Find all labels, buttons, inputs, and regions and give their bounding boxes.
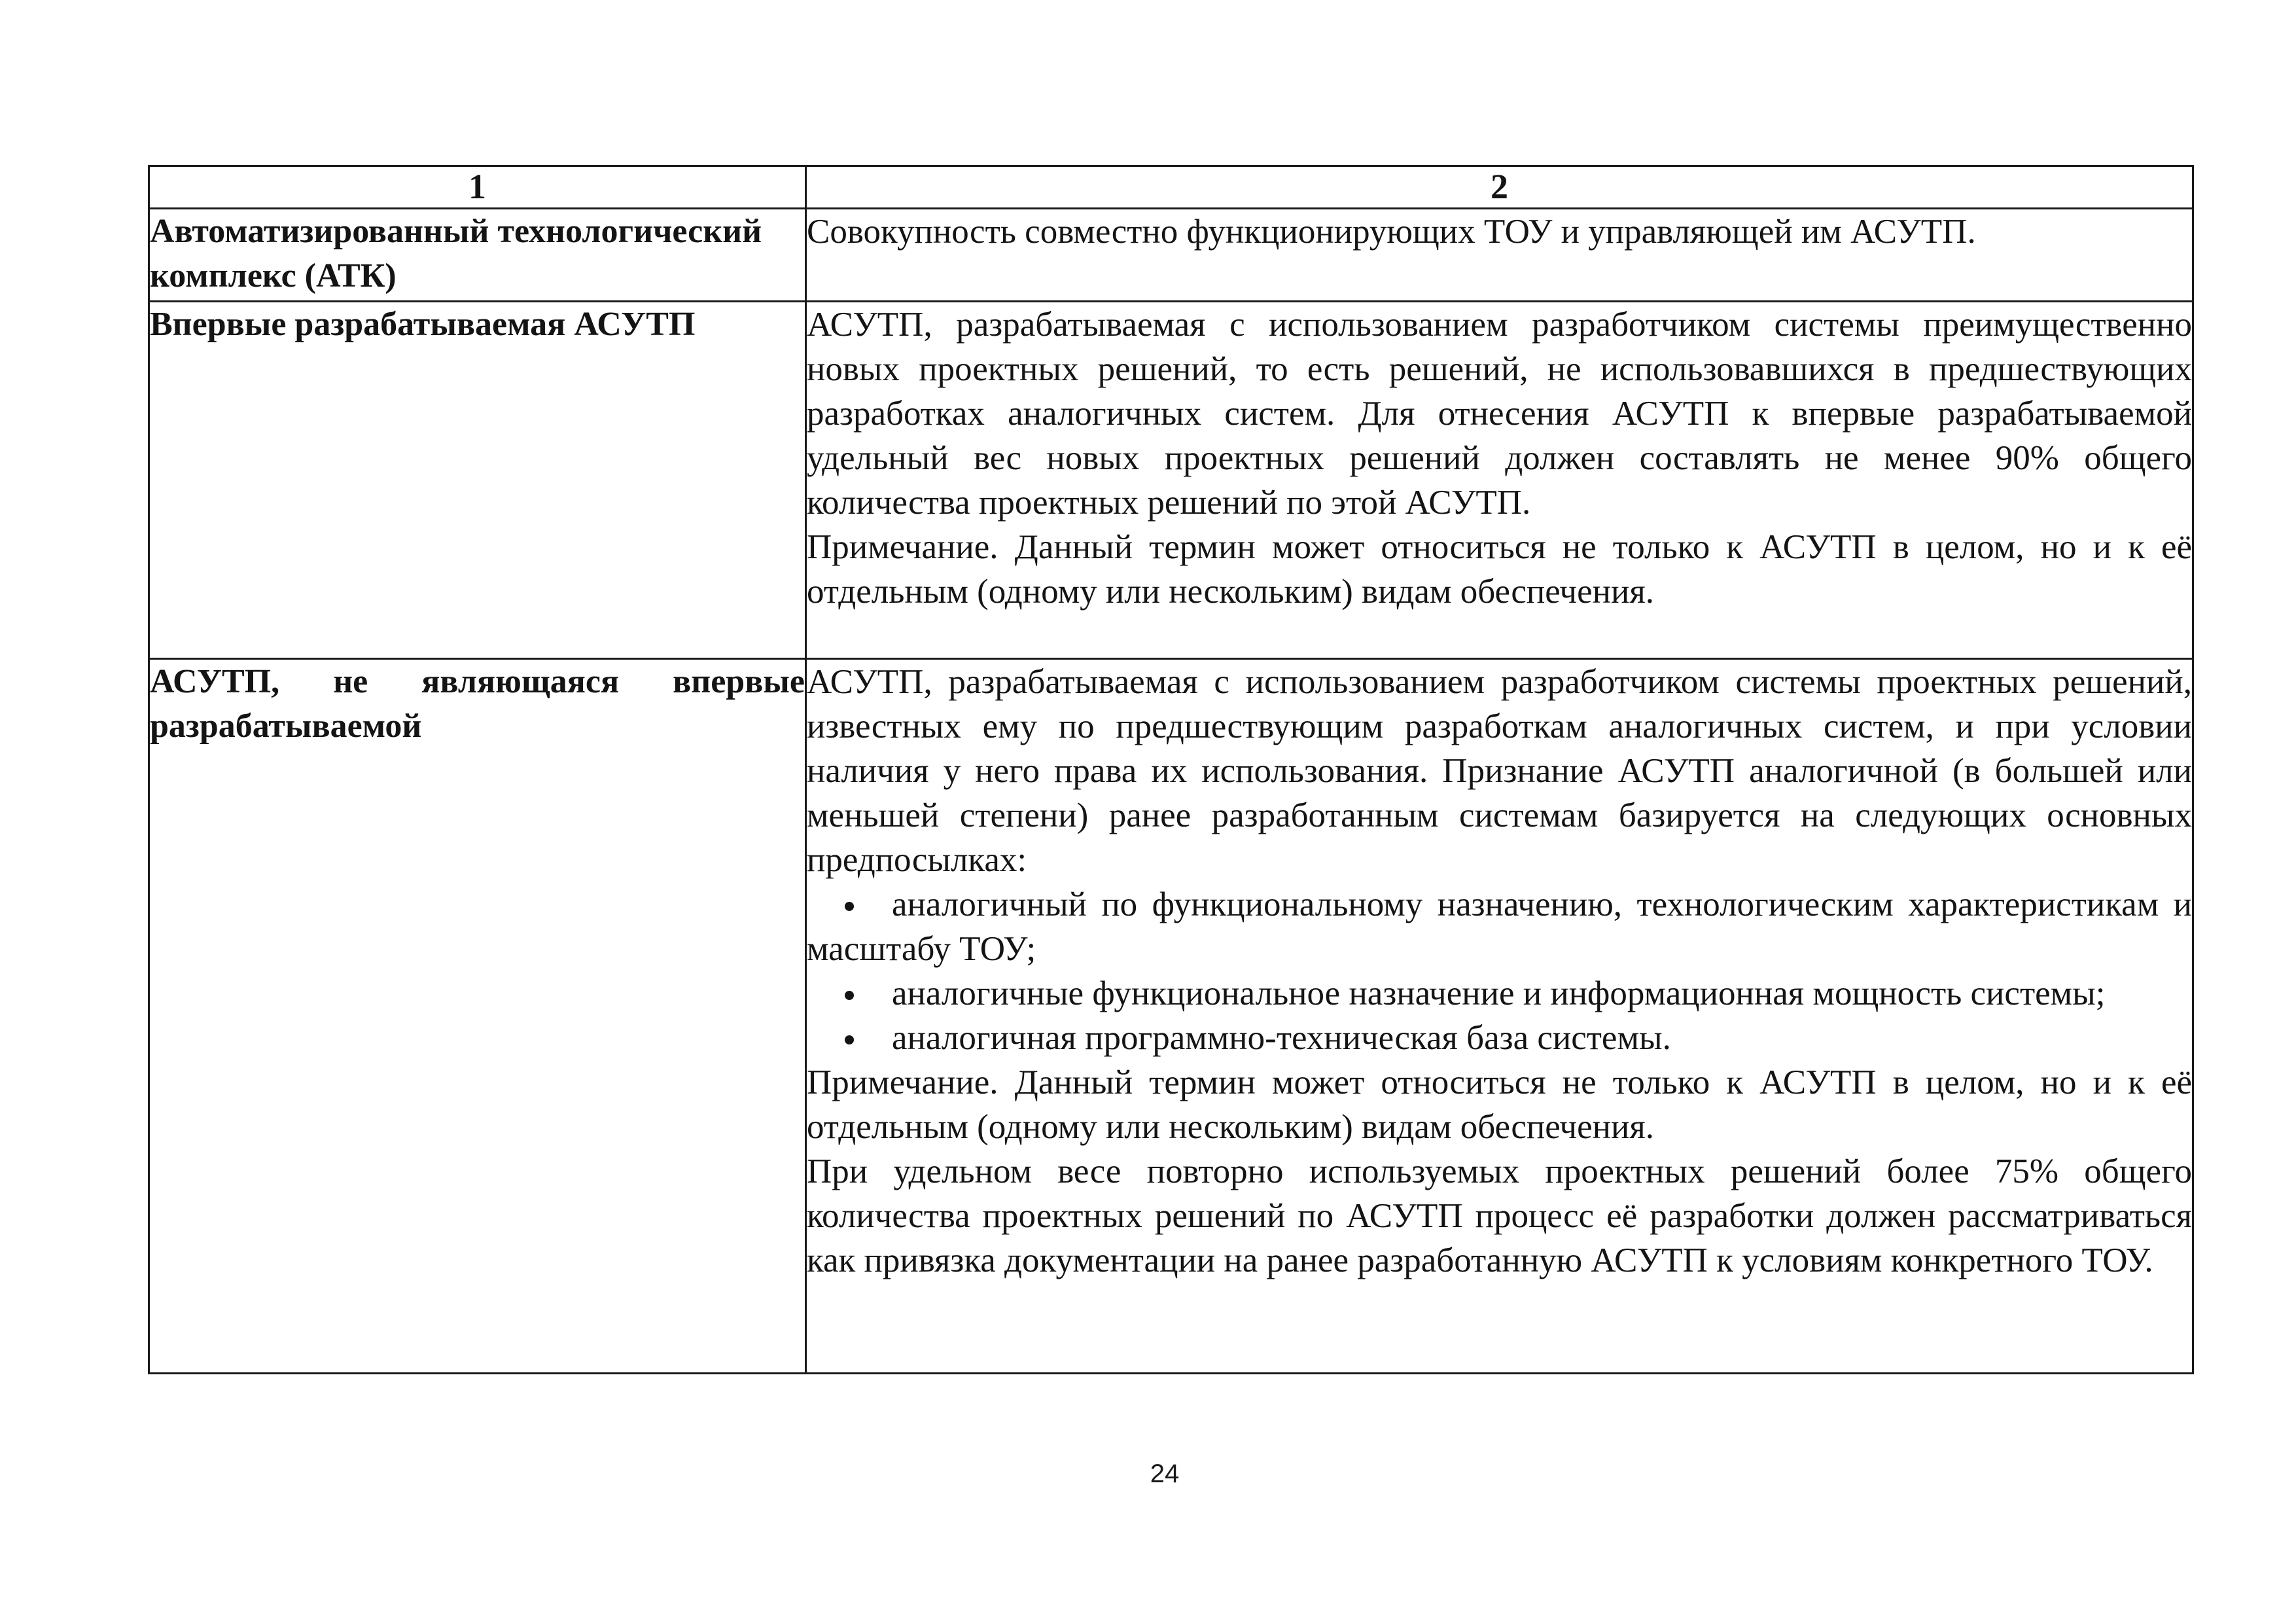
table-row (149, 659, 2193, 1374)
list-item (807, 971, 2192, 1016)
definition-cell (806, 209, 2193, 302)
column-header-2: 2 (806, 166, 2193, 209)
term-cell: Автоматизированный технологический комплекс (АТК) (149, 209, 806, 302)
table-row (149, 209, 2193, 302)
list-item (807, 1016, 2192, 1060)
definition-cell (806, 302, 2193, 659)
definition-text: АСУТП, разрабатываемая с использованием разработчиком системы преимущественно новых проектных решений, то есть решений, не использовавшихся в предшествующих разработках аналогичных систем. Для отнесения АСУТП к впервые разрабатываемой удельный вес новых проектных решений должен составлять не менее 90% общего количества проектных решений по этой АСУТП. (807, 306, 2192, 522)
definition-text: АСУТП, разрабатываемая с использованием разработчиком системы проектных решений, известных ему по предшествующим разработкам аналогичных систем, и при условии наличия у него права их использования. Признание АСУТП аналогичной (в большей или меньшей степени) ранее разработанным системам базируется на следующих основных предпосылках: (807, 663, 2192, 879)
list-item-text: аналогичная программно-техническая база системы. (892, 1019, 1671, 1057)
definition-text: Совокупность совместно функционирующих ТОУ и управляющей им АСУТП. (807, 213, 1976, 251)
definition-note: Примечание. Данный термин может относиться не только к АСУТП в целом, но и к её отдельным (одному или нескольким) видам обеспечения. (807, 528, 2192, 611)
term-cell: АСУТП, не являющаяся впервые разрабатываемой (149, 659, 806, 1374)
bullet-dot-icon (845, 902, 854, 911)
list-item-text: аналогичные функциональное назначение и информационная мощность системы; (892, 974, 2106, 1012)
list-item (807, 882, 2192, 971)
definition-closing: При удельном весе повторно используемых проектных решений более 75% общего количества проектных решений по АСУТП процесс её разработки должен рассматриваться как привязка документации на ранее разработанную АСУТП к условиям конкретного ТОУ. (807, 1152, 2192, 1279)
term-cell: Впервые разрабатываемая АСУТП (149, 302, 806, 659)
terms-table (148, 165, 2194, 1374)
list-item-text: аналогичный по функциональному назначению, технологическим характеристикам и масштабу ТОУ; (807, 885, 2192, 968)
page-number: 24 (1150, 1459, 1180, 1488)
bullet-list (807, 882, 2192, 1060)
bullet-dot-icon (845, 991, 854, 1000)
table-header-row (149, 166, 2193, 209)
table-row (149, 302, 2193, 659)
definition-note: Примечание. Данный термин может относиться не только к АСУТП в целом, но и к её отдельным (одному или нескольким) видам обеспечения. (807, 1063, 2192, 1146)
definition-cell (806, 659, 2193, 1374)
bullet-dot-icon (845, 1035, 854, 1044)
column-header-1: 1 (149, 166, 806, 209)
